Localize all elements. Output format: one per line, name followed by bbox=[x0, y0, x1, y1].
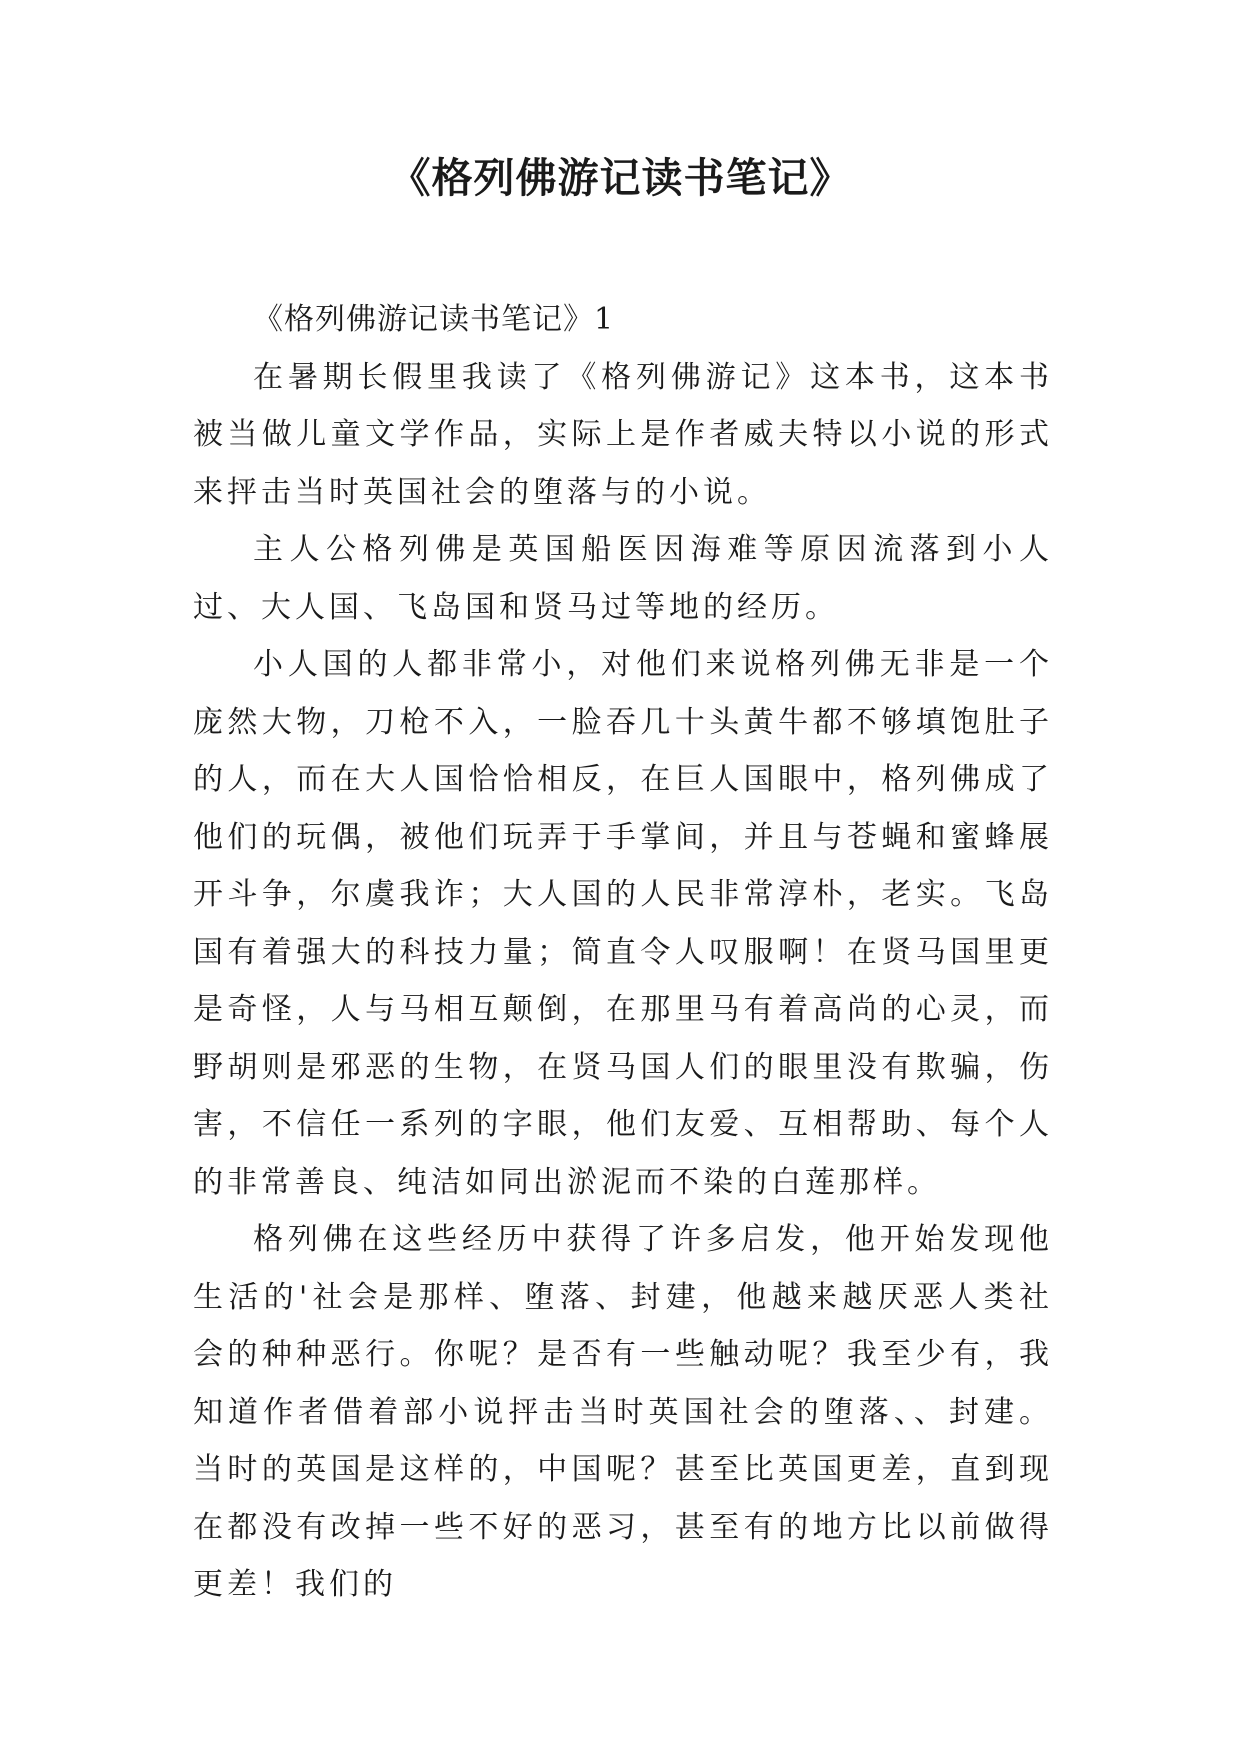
document-title: 《格列佛游记读书笔记》 bbox=[389, 154, 852, 202]
paragraph: 主人公格列佛是英国船医因海难等原因流落到小人过、大人国、飞岛国和贤马过等地的经历。 bbox=[193, 532, 1053, 625]
section-heading: 《格列佛游记读书笔记》1 bbox=[253, 302, 615, 337]
document-body bbox=[193, 291, 1053, 1614]
paragraph: 格列佛在这些经历中获得了许多启发，他开始发现他生活的'社会是那样、堕落、封建，他越来越厌恶人类社会的种种恶行。你呢？是否有一些触动呢？我至少有，我知道作者借着部小说抨击当时英国社会的堕落、、封建。当时的英国是这样的，中国呢？甚至比英国更差，直到现在都没有改掉一些不好的恶习，甚至有的地方比以前做得更差！我们的 bbox=[193, 1222, 1053, 1602]
paragraph: 在暑期长假里我读了《格列佛游记》这本书，这本书被当做儿童文学作品，实际上是作者威夫特以小说的形式来抨击当时英国社会的堕落与的小说。 bbox=[193, 359, 1053, 510]
paragraph: 小人国的人都非常小，对他们来说格列佛无非是一个庞然大物，刀枪不入，一脸吞几十头黄牛都不够填饱肚子的人，而在大人国恰恰相反，在巨人国眼中，格列佛成了他们的玩偶，被他们玩弄于手掌间，并且与苍蝇和蜜蜂展开斗争，尔虞我诈；大人国的人民非常淳朴，老实。飞岛国有着强大的科技力量；简直令人叹服啊！在贤马国里更是奇怪，人与马相互颠倒，在那里马有着高尚的心灵，而野胡则是邪恶的生物，在贤马国人们的眼里没有欺骗，伤害，不信任一系列的字眼，他们友爱、互相帮助、每个人的非常善良、纯洁如同出淤泥而不染的白莲那样。 bbox=[193, 647, 1053, 1200]
